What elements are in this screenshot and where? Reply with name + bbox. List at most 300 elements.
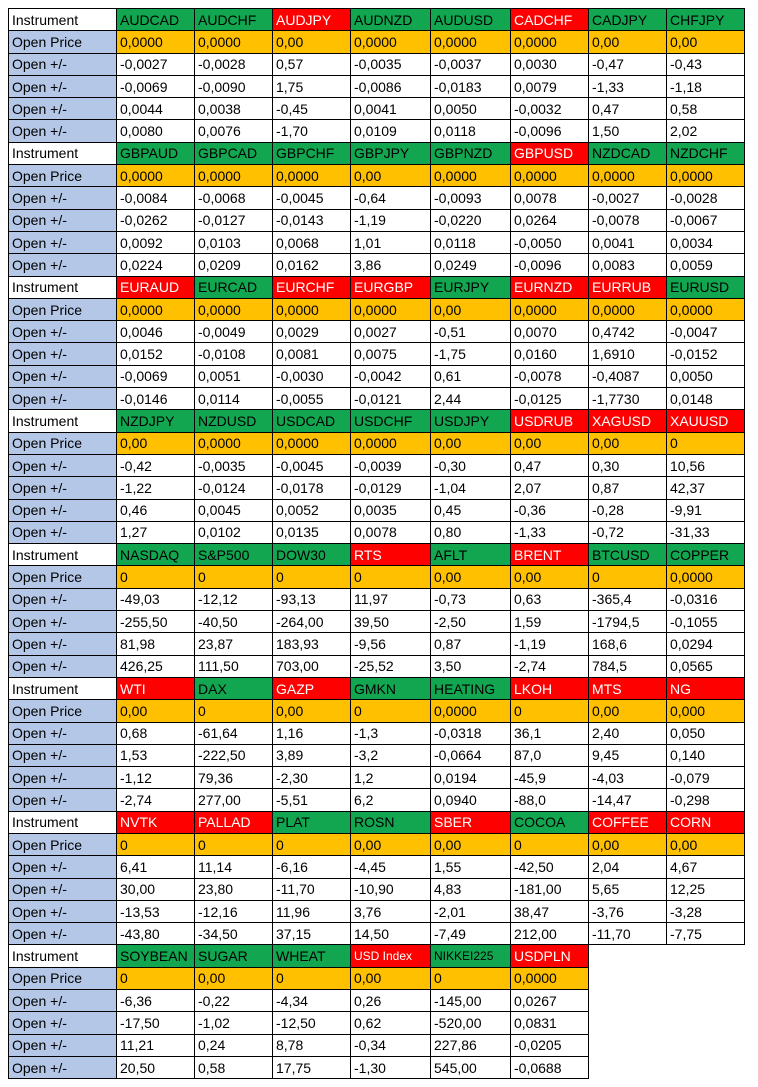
open-change-cell: -0,43 [667,53,745,75]
instrument-name: XAUUSD [667,410,745,432]
open-change-cell: 5,65 [589,878,667,900]
open-change-cell: -0,0032 [511,98,589,120]
instrument-name: USDJPY [431,410,511,432]
open-change-cell: 3,89 [273,744,351,766]
open-price-cell: 0,00 [351,833,431,855]
open-change-cell: -1,19 [351,209,431,231]
open-change-cell: 0,0102 [195,521,273,543]
row-label-instrument: Instrument [9,811,117,833]
open-price-row [9,31,745,53]
open-change-row [9,477,745,499]
instrument-name: PALLAD [195,811,273,833]
open-price-cell: 0,0000 [589,165,667,187]
open-price-cell: 0,0000 [195,432,273,454]
open-change-cell: 0,46 [117,499,195,521]
open-change-cell: 23,87 [195,633,273,655]
open-change-cell: 0,0038 [195,98,273,120]
open-change-cell: -0,0069 [117,75,195,97]
open-change-row [9,53,745,75]
open-change-cell: 6,2 [351,789,431,811]
open-change-cell: -0,0152 [667,343,745,365]
open-change-cell: -0,0037 [431,53,511,75]
open-change-cell: 37,15 [273,923,351,945]
open-change-cell: 0,0135 [273,521,351,543]
row-label-open-change: Open +/- [9,923,117,945]
open-change-cell: -1,30 [351,1056,431,1078]
open-change-cell: -45,9 [511,767,589,789]
instrument-name: COPPER [667,544,745,566]
row-label-open-price: Open Price [9,566,117,588]
open-change-cell: 0,87 [431,633,511,655]
open-price-cell: 0,00 [589,31,667,53]
open-change-cell: -0,0049 [195,321,273,343]
open-change-cell: -0,0205 [511,1034,589,1056]
open-change-cell: -43,80 [117,923,195,945]
instrument-name: EURUSD [667,276,745,298]
open-change-cell: 17,75 [273,1056,351,1078]
open-change-cell: 0,0831 [511,1012,589,1034]
open-price-cell: 0,00 [589,432,667,454]
instrument-name: EURCHF [273,276,351,298]
open-price-cell: 0,0000 [431,700,511,722]
open-change-cell: 0,58 [667,98,745,120]
open-change-cell: -1,70 [273,120,351,142]
instrument-name: MTS [589,677,667,699]
open-change-row [9,254,745,276]
open-change-cell: 0,0076 [195,120,273,142]
open-change-cell: -0,0042 [351,365,431,387]
open-change-cell: 183,93 [273,633,351,655]
open-change-cell: -0,0108 [195,343,273,365]
open-change-cell: 1,01 [351,231,431,253]
open-change-row [9,633,745,655]
open-price-cell: 0 [511,833,589,855]
open-change-cell: -0,0318 [431,722,511,744]
open-price-cell: 0 [511,700,589,722]
instrument-header-row [9,677,745,699]
open-change-cell: 14,50 [351,923,431,945]
row-label-instrument: Instrument [9,544,117,566]
open-change-cell: -0,0121 [351,388,431,410]
row-label-open-change: Open +/- [9,722,117,744]
open-price-cell: 0 [351,566,431,588]
open-price-cell: 0,0000 [351,432,431,454]
open-change-cell: 784,5 [589,655,667,677]
instrument-header-row [9,276,745,298]
open-change-cell: -0,51 [431,321,511,343]
instrument-name: EURAUD [117,276,195,298]
open-price-cell: 0,0000 [273,298,351,320]
open-change-cell: -181,00 [511,878,589,900]
row-label-open-change: Open +/- [9,75,117,97]
instrument-name: USDPLN [511,945,589,967]
open-change-cell: -0,0093 [431,187,511,209]
instrument-name: USD Index [351,945,431,967]
open-price-cell: 0,00 [667,833,745,855]
row-label-open-change: Open +/- [9,499,117,521]
open-change-cell: 0,0080 [117,120,195,142]
row-label-open-change: Open +/- [9,767,117,789]
open-change-cell: -1,19 [511,633,589,655]
row-label-open-change: Open +/- [9,1012,117,1034]
open-price-cell: 0,000 [667,700,745,722]
open-change-cell: 0,0267 [511,990,589,1012]
open-change-cell: 0,0083 [589,254,667,276]
open-price-cell: 0,0000 [117,298,195,320]
open-change-row [9,1012,745,1034]
open-price-cell: 0,00 [589,700,667,722]
open-change-cell: -0,0047 [667,321,745,343]
row-label-open-change: Open +/- [9,856,117,878]
open-change-cell: -3,28 [667,900,745,922]
open-change-cell: -0,079 [667,767,745,789]
open-change-row [9,990,745,1012]
open-change-row [9,499,745,521]
instrument-name: CADCHF [511,9,589,31]
open-change-cell: 0,30 [589,454,667,476]
open-change-cell: 0,0078 [351,521,431,543]
open-price-cell: 0,0000 [117,165,195,187]
open-change-row [9,744,745,766]
open-change-cell: -1,22 [117,477,195,499]
open-price-cell: 0 [273,566,351,588]
instrument-name: NZDCHF [667,142,745,164]
open-change-cell: 168,6 [589,633,667,655]
instrument-name: BRENT [511,544,589,566]
open-change-cell: -2,74 [117,789,195,811]
open-change-cell: -0,34 [351,1034,431,1056]
open-change-cell: -0,1055 [667,611,745,633]
row-label-open-change: Open +/- [9,1034,117,1056]
open-change-cell: 11,97 [351,588,431,610]
open-change-row [9,1034,745,1056]
open-change-cell: 0,0027 [351,321,431,343]
open-change-cell: -1,33 [589,75,667,97]
open-change-cell: -0,0055 [273,388,351,410]
open-price-cell: 0,00 [667,31,745,53]
open-change-cell: 0,0030 [511,53,589,75]
open-change-cell: 42,37 [667,477,745,499]
instrument-name: NZDCAD [589,142,667,164]
open-change-cell: 2,02 [667,120,745,142]
open-price-row [9,700,745,722]
open-change-cell: 4,83 [431,878,511,900]
instrument-name: NASDAQ [117,544,195,566]
open-change-cell: 0,0194 [431,767,511,789]
open-change-cell: -9,91 [667,499,745,521]
open-change-cell: 0,0050 [667,365,745,387]
open-change-cell: -0,0086 [351,75,431,97]
open-price-cell: 0,00 [117,700,195,722]
open-change-cell: 0,0152 [117,343,195,365]
open-change-cell: -93,13 [273,588,351,610]
open-change-row [9,120,745,142]
instrument-name: SBER [431,811,511,833]
open-change-cell: 0,0034 [667,231,745,253]
open-change-cell: 6,41 [117,856,195,878]
open-change-cell: -0,0090 [195,75,273,97]
instrument-name: DAX [195,677,273,699]
open-change-cell: -4,45 [351,856,431,878]
row-label-instrument: Instrument [9,945,117,967]
open-change-cell: 0,0081 [273,343,351,365]
instrument-name: AFLT [431,544,511,566]
open-change-cell: 81,98 [117,633,195,655]
open-change-cell: -25,52 [351,655,431,677]
open-change-cell: 0,26 [351,990,431,1012]
open-price-cell: 0 [667,432,745,454]
open-change-cell: 3,86 [351,254,431,276]
open-price-cell: 0,0000 [273,432,351,454]
open-price-row [9,967,745,989]
open-change-row [9,1056,745,1078]
open-change-row [9,75,745,97]
row-label-open-price: Open Price [9,833,117,855]
instrument-name: AUDCAD [117,9,195,31]
open-change-cell: -0,0045 [273,454,351,476]
open-change-row [9,900,745,922]
row-label-open-change: Open +/- [9,454,117,476]
open-price-cell: 0 [273,967,351,989]
row-label-open-change: Open +/- [9,990,117,1012]
open-price-cell: 0,00 [589,833,667,855]
open-change-cell: -12,50 [273,1012,351,1034]
open-change-cell: -0,0096 [511,254,589,276]
instrument-name: GAZP [273,677,351,699]
row-label-open-change: Open +/- [9,588,117,610]
open-change-cell: 0,0078 [511,187,589,209]
open-change-cell: -0,0078 [589,209,667,231]
open-change-cell: -1,7730 [589,388,667,410]
open-change-cell: 11,14 [195,856,273,878]
open-price-cell: 0,0000 [511,967,589,989]
open-change-cell: -365,4 [589,588,667,610]
open-change-cell: 0,45 [431,499,511,521]
row-label-open-price: Open Price [9,165,117,187]
open-change-row [9,923,745,945]
open-price-cell: 0,0000 [511,31,589,53]
empty-cell [589,990,667,1012]
row-label-open-change: Open +/- [9,611,117,633]
open-change-row [9,98,745,120]
row-label-open-change: Open +/- [9,343,117,365]
open-change-cell: 0,0162 [273,254,351,276]
open-change-cell: 39,50 [351,611,431,633]
open-price-cell: 0,00 [273,31,351,53]
instrument-name: AUDJPY [273,9,351,31]
open-change-cell: 0,0050 [431,98,511,120]
instrument-name: EURCAD [195,276,273,298]
open-change-cell: -0,0028 [667,187,745,209]
open-change-row [9,343,745,365]
open-change-cell: -0,0027 [117,53,195,75]
open-change-cell: 0,0118 [431,120,511,142]
instrument-header-row [9,410,745,432]
open-change-cell: -42,50 [511,856,589,878]
open-change-cell: 0,87 [589,477,667,499]
open-change-cell: 0,0224 [117,254,195,276]
row-label-instrument: Instrument [9,142,117,164]
open-change-cell: 1,59 [511,611,589,633]
open-price-cell: 0,0000 [351,31,431,53]
row-label-open-price: Open Price [9,700,117,722]
instrument-name: BTCUSD [589,544,667,566]
open-change-cell: 1,2 [351,767,431,789]
open-price-cell: 0 [431,967,511,989]
open-change-cell: -0,0035 [351,53,431,75]
open-change-cell: -7,75 [667,923,745,945]
row-label-open-price: Open Price [9,31,117,53]
open-change-cell: 0,0249 [431,254,511,276]
open-price-cell: 0,0000 [273,165,351,187]
open-change-cell: -5,51 [273,789,351,811]
open-price-cell: 0,0000 [589,298,667,320]
open-change-cell: 0,0046 [117,321,195,343]
open-change-cell: 703,00 [273,655,351,677]
open-change-cell: 545,00 [431,1056,511,1078]
open-change-cell: 38,47 [511,900,589,922]
open-change-cell: -0,22 [195,990,273,1012]
instrument-name: LKOH [511,677,589,699]
open-price-cell: 0,00 [511,566,589,588]
open-change-cell: -13,53 [117,900,195,922]
open-change-cell: -0,0664 [431,744,511,766]
row-label-open-price: Open Price [9,298,117,320]
open-change-cell: -255,50 [117,611,195,633]
open-change-row [9,209,745,231]
open-change-cell: 212,00 [511,923,589,945]
open-change-cell: -520,00 [431,1012,511,1034]
row-label-open-change: Open +/- [9,655,117,677]
empty-cell [667,990,745,1012]
open-change-cell: 11,96 [273,900,351,922]
empty-cell [589,1012,667,1034]
open-change-cell: -0,0316 [667,588,745,610]
instrument-name: EURRUB [589,276,667,298]
open-change-cell: 0,140 [667,744,745,766]
row-label-open-change: Open +/- [9,254,117,276]
open-change-cell: 0,0148 [667,388,745,410]
row-label-open-change: Open +/- [9,744,117,766]
open-change-cell: -0,298 [667,789,745,811]
open-change-cell: 0,0209 [195,254,273,276]
open-change-cell: -34,50 [195,923,273,945]
instrument-name: DOW30 [273,544,351,566]
open-change-cell: -12,16 [195,900,273,922]
instrument-name: GBPNZD [431,142,511,164]
open-change-cell: 0,0118 [431,231,511,253]
empty-cell [589,1056,667,1078]
empty-cell [667,945,745,967]
open-change-cell: -0,0183 [431,75,511,97]
instrument-name: NIKKEI225 [431,945,511,967]
open-change-cell: -40,50 [195,611,273,633]
open-change-cell: -61,64 [195,722,273,744]
instrument-name: CORN [667,811,745,833]
open-change-cell: -0,0129 [351,477,431,499]
open-change-cell: 0,47 [511,454,589,476]
open-price-cell: 0,0000 [667,298,745,320]
row-label-instrument: Instrument [9,276,117,298]
open-change-cell: 20,50 [117,1056,195,1078]
open-change-cell: 0,63 [511,588,589,610]
open-change-cell: -9,56 [351,633,431,655]
row-label-open-change: Open +/- [9,365,117,387]
open-change-cell: 3,76 [351,900,431,922]
open-change-cell: 23,80 [195,878,273,900]
empty-cell [589,945,667,967]
row-label-instrument: Instrument [9,9,117,31]
open-change-cell: 0,0264 [511,209,589,231]
open-change-cell: -7,49 [431,923,511,945]
open-price-row [9,833,745,855]
instrument-name: GBPJPY [351,142,431,164]
open-change-cell: 0,47 [589,98,667,120]
open-change-cell: -12,12 [195,588,273,610]
open-change-cell: 0,68 [117,722,195,744]
row-label-open-change: Open +/- [9,231,117,253]
open-price-cell: 0 [117,833,195,855]
instrument-name: SOYBEAN [117,945,195,967]
instrument-name: AUDNZD [351,9,431,31]
open-price-cell: 0,0000 [431,31,511,53]
open-change-cell: -0,0220 [431,209,511,231]
open-change-cell: 8,78 [273,1034,351,1056]
instrument-name: CHFJPY [667,9,745,31]
open-price-cell: 0,00 [511,432,589,454]
open-change-cell: 0,0035 [351,499,431,521]
empty-cell [667,1056,745,1078]
open-change-cell: 0,0044 [117,98,195,120]
open-change-cell: -0,0146 [117,388,195,410]
open-change-cell: -10,90 [351,878,431,900]
open-change-cell: 1,55 [431,856,511,878]
open-price-row [9,566,745,588]
open-price-cell: 0,00 [351,165,431,187]
open-change-cell: 0,0079 [511,75,589,97]
open-change-cell: -0,72 [589,521,667,543]
open-change-cell: 30,00 [117,878,195,900]
open-price-cell: 0,0000 [431,165,511,187]
open-change-row [9,611,745,633]
open-price-cell: 0 [117,566,195,588]
open-change-row [9,187,745,209]
open-change-cell: -1,75 [431,343,511,365]
open-change-cell: 2,04 [589,856,667,878]
open-change-cell: 1,16 [273,722,351,744]
open-change-cell: 0,0114 [195,388,273,410]
open-change-row [9,722,745,744]
instrument-name: SUGAR [195,945,273,967]
instrument-name: USDCAD [273,410,351,432]
instrument-name: HEATING [431,677,511,699]
open-price-row [9,432,745,454]
open-change-cell: -3,76 [589,900,667,922]
open-change-cell: 87,0 [511,744,589,766]
row-label-instrument: Instrument [9,677,117,699]
open-change-cell: -1,02 [195,1012,273,1034]
row-label-open-price: Open Price [9,432,117,454]
open-change-cell: -11,70 [273,878,351,900]
open-change-cell: 0,4742 [589,321,667,343]
row-label-open-price: Open Price [9,967,117,989]
open-change-cell: -14,47 [589,789,667,811]
open-price-cell: 0 [589,566,667,588]
open-change-cell: 0,0160 [511,343,589,365]
open-price-cell: 0,0000 [195,31,273,53]
open-change-cell: -0,0069 [117,365,195,387]
open-change-cell: -0,0039 [351,454,431,476]
